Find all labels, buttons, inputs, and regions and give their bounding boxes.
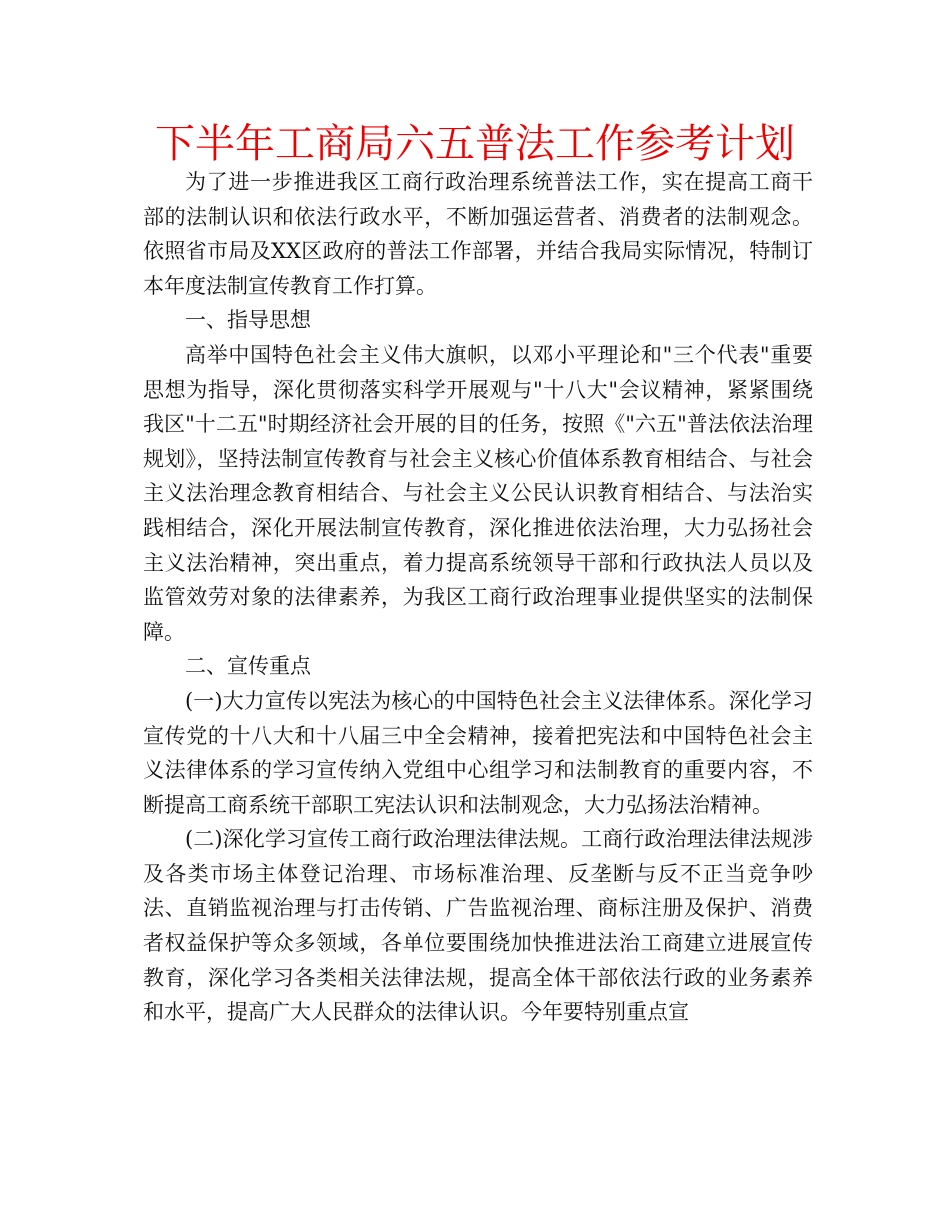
document-body (143, 165, 813, 1030)
section-heading-publicity-focus: 二、宣传重点 (185, 654, 311, 679)
section-heading-guiding-thought: 一、指导思想 (185, 308, 311, 333)
document-title: 下半年工商局六五普法工作参考计划 (155, 121, 795, 167)
paragraph-guiding-thought: 高举中国特色社会主义伟大旗帜，以邓小平理论和"三个代表"重要思想为指导，深化贯彻落实科学开展观与"十八大"会议精神，紧紧围绕我区"十二五"时期经济社会开展的目的任务，按照《"六五"普法依法治理规划》，坚持法制宣传教育与社会主义核心价值体系教育相结合、与社会主义法治理念教育相结合、与社会主义公民认识教育相结合、与法治实践相结合，深化开展法制宣传教育，深化推进依法治理，大力弘扬社会主义法治精神，突出重点，着力提高系统领导干部和行政执法人员以及监管效劳对象的法律素养，为我区工商行政治理事业提供坚实的法制保障。 (143, 342, 813, 644)
paragraph-intro: 为了进一步推进我区工商行政治理系统普法工作，实在提高工商干部的法制认识和依法行政水平，不断加强运营者、消费者的法制观念。依照省市局及XX区政府的普法工作部署，并结合我局实际情况，特制订本年度法制宣传教育工作打算。 (143, 170, 813, 298)
paragraph-focus-two: (二)深化学习宣传工商行政治理法律法规。工商行政治理法律法规涉及各类市场主体登记治理、市场标准治理、反垄断与反不正当竞争吵法、直销监视治理与打击传销、广告监视治理、商标注册及保护、消费者权益保护等众多领域，各单位要围绕加快推进法治工商建立进展宣传教育，深化学习各类相关法律法规，提高全体干部依法行政的业务素养和水平，提高广大人民群众的法律认识。今年要特别重点宣 (143, 827, 813, 1025)
paragraph-focus-one: (一)大力宣传以宪法为核心的中国特色社会主义法律体系。深化学习宣传党的十八大和十八届三中全会精神，接着把宪法和中国特色社会主义法律体系的学习宣传纳入党组中心组学习和法制教育的重要内容，不断提高工商系统干部职工宪法认识和法制观念，大力弘扬法治精神。 (143, 688, 813, 817)
